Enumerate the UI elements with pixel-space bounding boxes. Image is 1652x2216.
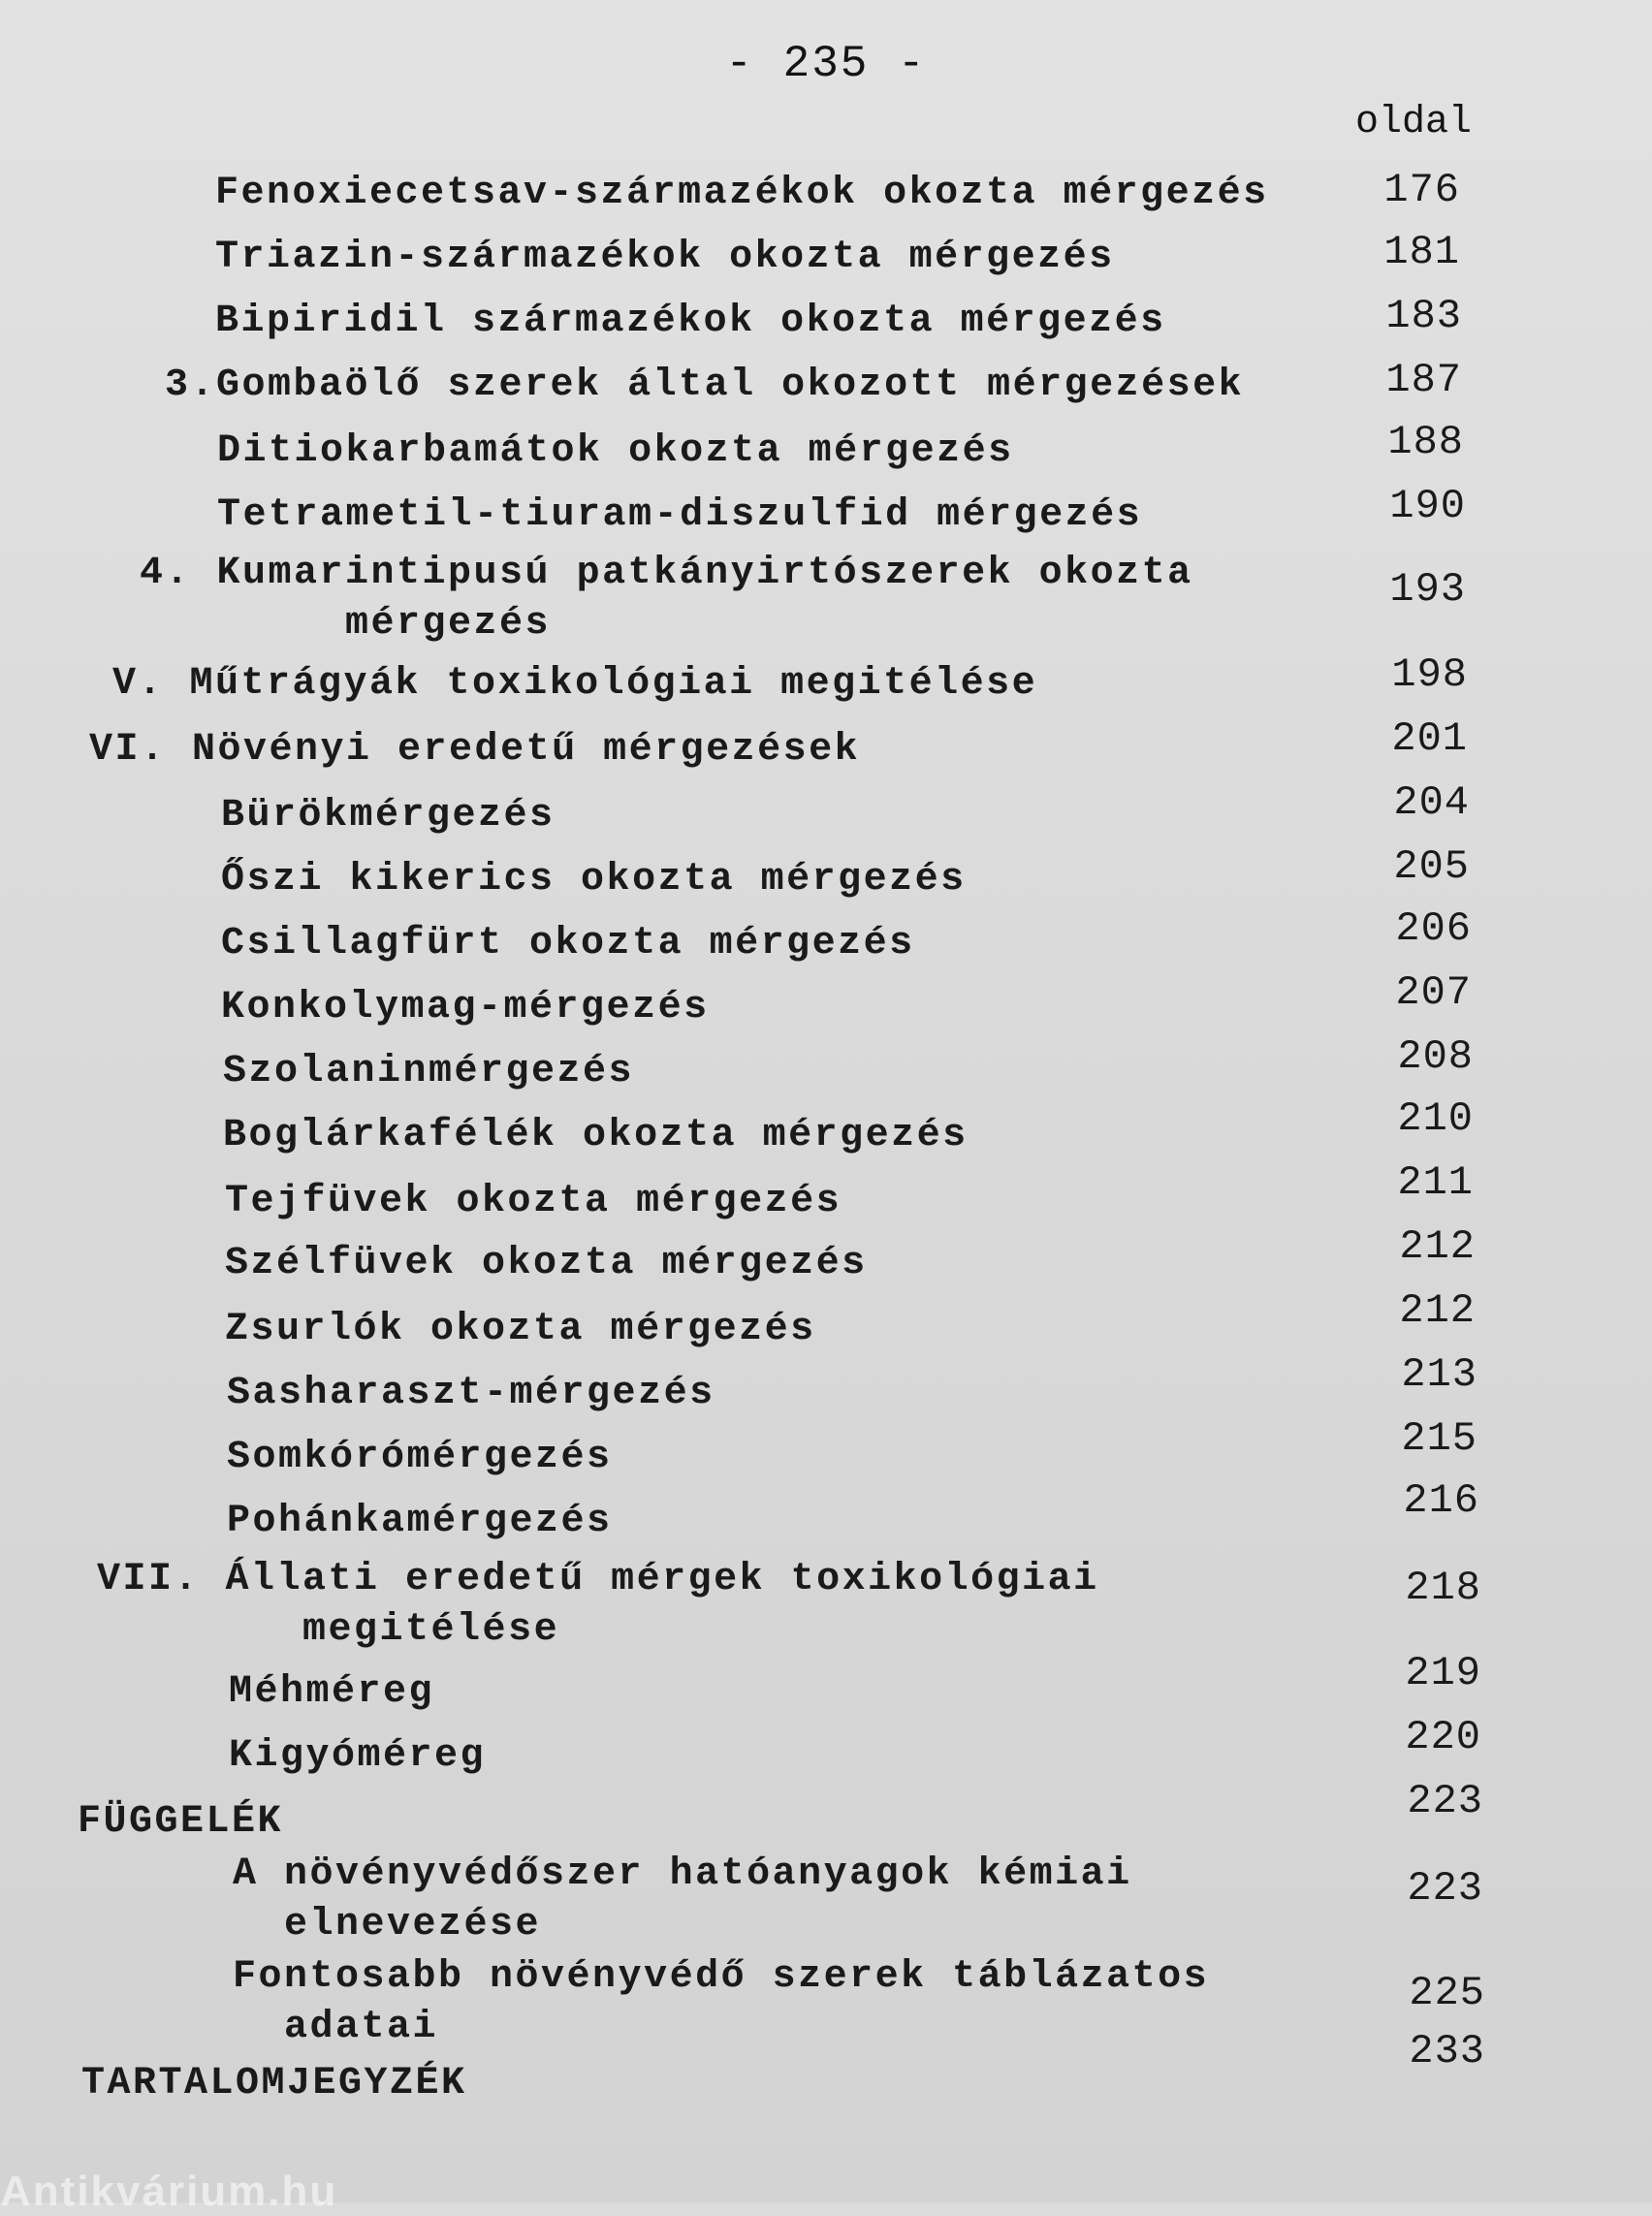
toc-entry-page: 212 bbox=[1399, 1223, 1476, 1270]
page-number: - 235 - bbox=[725, 39, 927, 89]
toc-entry-title: 3.Gombaölő szerek által okozott mérgezések bbox=[165, 364, 1245, 407]
toc-entry-title: Somkórómérgezés bbox=[227, 1436, 613, 1479]
toc-entry-title: Pohánkamérgezés bbox=[227, 1500, 613, 1543]
toc-entry-page: 218 bbox=[1405, 1565, 1481, 1611]
watermark: Antikvárium.hu bbox=[0, 2168, 338, 2215]
toc-entry-page: 233 bbox=[1409, 2028, 1485, 2074]
toc-entry-title: Bipiridil származékok okozta mérgezés bbox=[215, 300, 1166, 343]
toc-entry-page: 219 bbox=[1405, 1650, 1481, 1696]
toc-entry-page: 201 bbox=[1391, 715, 1468, 762]
toc-entry-title: Fenoxiecetsav-származékok okozta mérgezés bbox=[215, 172, 1269, 215]
column-header: oldal bbox=[1355, 101, 1473, 144]
toc-entry-page: 212 bbox=[1399, 1287, 1476, 1334]
toc-entry-title: A növényvédőszer hatóanyagok kémiai elnevezése bbox=[233, 1852, 1132, 1947]
toc-entry-title: Bürökmérgezés bbox=[221, 794, 556, 838]
toc-entry-page: 183 bbox=[1385, 293, 1462, 339]
toc-entry-title: Ditiokarbamátok okozta mérgezés bbox=[217, 429, 1014, 473]
toc-entry-page: 216 bbox=[1403, 1477, 1479, 1524]
toc-entry-title: Szolaninmérgezés bbox=[223, 1050, 635, 1093]
toc-entry-page: 225 bbox=[1409, 1970, 1485, 2016]
toc-entry-title: Őszi kikerics okozta mérgezés bbox=[221, 858, 967, 902]
toc-entry-title: Tejfüvek okozta mérgezés bbox=[225, 1180, 842, 1223]
toc-entry-page: 188 bbox=[1387, 419, 1464, 465]
toc-entry-page: 223 bbox=[1407, 1865, 1483, 1912]
toc-entry-page: 206 bbox=[1395, 905, 1472, 952]
toc-entry-page: 215 bbox=[1401, 1415, 1477, 1462]
toc-entry-title: Csillagfürt okozta mérgezés bbox=[221, 922, 915, 966]
toc-entry-title: Szélfüvek okozta mérgezés bbox=[225, 1242, 868, 1285]
toc-entry-title: 4. Kumarintipusú patkányirtószerek okozta mérgezés bbox=[140, 552, 1193, 646]
toc-entry-page: 190 bbox=[1389, 483, 1466, 529]
toc-entry-title: FÜGGELÉK bbox=[78, 1800, 284, 1844]
toc-entry-title: VII. Állati eredetű mérgek toxikológiai megitélése bbox=[97, 1558, 1099, 1652]
toc-entry-page: 198 bbox=[1391, 651, 1468, 698]
toc-entry-page: 211 bbox=[1397, 1159, 1474, 1206]
toc-entry-page: 223 bbox=[1407, 1778, 1483, 1824]
toc-entry-title: Konkolymag-mérgezés bbox=[221, 986, 710, 1029]
toc-entry-title: TARTALOMJEGYZÉK bbox=[81, 2062, 467, 2105]
toc-entry-page: 205 bbox=[1393, 843, 1470, 890]
toc-entry-title: V. Műtrágyák toxikológiai megitélése bbox=[112, 662, 1038, 706]
toc-entry-title: Sasharaszt-mérgezés bbox=[227, 1372, 715, 1415]
toc-entry-page: 207 bbox=[1395, 969, 1472, 1016]
toc-entry-title: Boglárkafélék okozta mérgezés bbox=[223, 1114, 969, 1157]
toc-entry-page: 181 bbox=[1383, 229, 1460, 275]
toc-entry-title: Kigyóméreg bbox=[229, 1734, 487, 1778]
toc-entry-page: 187 bbox=[1385, 357, 1462, 403]
toc-entry-page: 213 bbox=[1401, 1351, 1477, 1398]
toc-entry-page: 176 bbox=[1383, 167, 1460, 213]
toc-entry-page: 204 bbox=[1393, 779, 1470, 826]
toc-entry-title: Triazin-származékok okozta mérgezés bbox=[215, 236, 1115, 279]
toc-entry-page: 193 bbox=[1389, 566, 1466, 613]
toc-entry-title: VI. Növényi eredetű mérgezések bbox=[89, 728, 861, 772]
toc-entry-page: 208 bbox=[1397, 1033, 1474, 1080]
toc-entry-page: 220 bbox=[1405, 1714, 1481, 1760]
toc-entry-title: Méhméreg bbox=[229, 1670, 435, 1714]
toc-entry-title: Tetrametil-tiuram-diszulfid mérgezés bbox=[217, 493, 1143, 537]
toc-entry-title: Zsurlók okozta mérgezés bbox=[225, 1308, 816, 1351]
toc-entry-page: 210 bbox=[1397, 1095, 1474, 1142]
toc-entry-title: Fontosabb növényvédő szerek táblázatos adatai bbox=[233, 1955, 1210, 2049]
